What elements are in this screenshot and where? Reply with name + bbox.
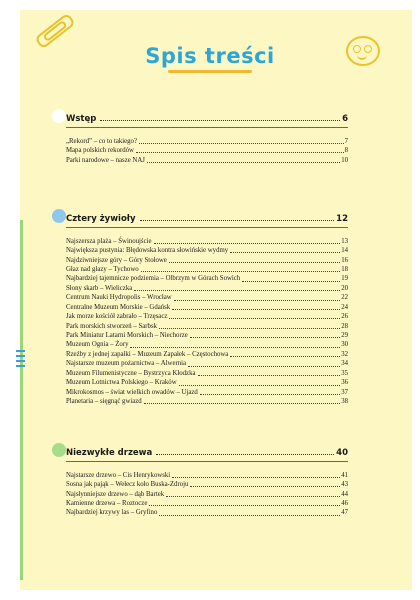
toc-entry[interactable] [66,479,348,488]
entry-page-number: 22 [341,294,348,302]
toc-section-wstep [66,106,348,164]
entry-page-number: 13 [341,237,348,245]
entry-list [66,470,348,517]
leader-dots [172,477,340,478]
entry-page-number: 29 [341,332,348,340]
leader-dots [154,243,341,244]
section-heading[interactable] [66,206,348,224]
entry-page-number: 35 [341,369,348,377]
leader-dots [172,309,340,310]
entry-title: Mikrokosmos – świat wielkich owadów – Ujazd [66,388,198,396]
section-divider [66,227,348,228]
entry-list [66,136,348,164]
section-heading[interactable] [66,106,348,124]
entry-title: Park Miniatur Latarni Morskich – Niechorze [66,332,188,340]
entry-title: Najbardziej krzywy las – Gryfino [66,509,158,517]
leader-dots [169,318,340,319]
entry-title: Muzeum Lotnictwa Polskiego – Kraków [66,379,177,387]
toc-entry[interactable] [66,498,348,507]
entry-list [66,236,348,406]
leader-dots [159,328,340,329]
leader-dots [179,385,341,386]
toc-entry[interactable] [66,293,348,302]
entry-page-number: 24 [341,303,348,311]
entry-page-number: 20 [341,284,348,292]
blue-tick-mark [16,355,25,357]
toc-entry[interactable] [66,387,348,396]
leader-dots [144,403,341,404]
section-divider [66,461,348,462]
section-label: Wstęp [66,114,97,124]
entry-title: Sosna jak pająk – Wełecz koło Buska-Zdroju [66,481,189,489]
leader-dots [159,515,340,516]
toc-entry[interactable] [66,264,348,273]
section-heading[interactable] [66,440,348,458]
entry-title: Centrum Nauki Hydropolis – Wrocław [66,294,172,302]
toc-entry[interactable] [66,274,348,283]
section-label: Cztery żywioły [66,214,136,224]
toc-entry[interactable] [66,378,348,387]
leader-dots [156,454,334,455]
section-page-number: 40 [336,448,348,458]
toc-entry[interactable] [66,245,348,254]
entry-title: „Rekord” – co to takiego? [66,137,137,145]
entry-page-number: 16 [341,256,348,264]
leader-dots [200,394,340,395]
leader-dots [190,337,340,338]
leader-dots [188,366,340,367]
toc-entry[interactable] [66,489,348,498]
entry-title: Rzeźby z jednej zapałki – Muzeum Zapałek – Częstochowa [66,350,229,358]
toc-entry[interactable] [66,312,348,321]
leader-dots [166,496,340,497]
section-page-number: 12 [336,214,348,224]
section-circle-icon [52,443,66,457]
leader-dots [100,120,340,121]
toc-entry[interactable] [66,368,348,377]
toc-entry[interactable] [66,508,348,517]
entry-title: Jak morze kościół zabrało – Trzęsacz [66,313,168,321]
section-divider [66,127,348,128]
toc-entry[interactable] [66,321,348,330]
entry-page-number: 43 [341,481,348,489]
entry-page-number: 47 [341,509,348,517]
leader-dots [190,486,340,487]
toc-entry[interactable] [66,255,348,264]
page-title: Spis treści [145,44,275,68]
entry-page-number: 14 [341,247,348,255]
leader-dots [174,300,341,301]
entry-page-number: 18 [341,265,348,273]
entry-page-number: 44 [341,490,348,498]
entry-title: Kamienne drzewa – Roztocze [66,499,148,507]
leader-dots [230,356,340,357]
entry-title: Słony skarb – Wieliczka [66,284,133,292]
toc-entry[interactable] [66,302,348,311]
entry-page-number: 34 [341,360,348,368]
leader-dots [140,220,335,221]
entry-title: Mapa polskich rekordów [66,147,134,155]
leader-dots [149,505,340,506]
title-underline [168,70,252,73]
entry-title: Największa pustynia: Błędowska kontra słowińskie wydmy [66,247,229,255]
toc-entry[interactable] [66,349,348,358]
entry-title: Najbardziej tajemnicze podziemia – Olbrzym w Górach Sowich [66,275,241,283]
leader-dots [134,290,340,291]
entry-title: Najstarsze muzeum pożarnictwa – Alwernia [66,360,187,368]
toc-entry[interactable] [66,155,348,164]
toc-entry[interactable] [66,359,348,368]
entry-title: Centralne Muzeum Morskie – Gdańsk [66,303,171,311]
leader-dots [198,375,341,376]
leader-dots [242,281,340,282]
entry-page-number: 41 [341,471,348,479]
section-circle-icon [52,109,66,123]
entry-title: Parki narodowe – nasze NAJ [66,156,145,164]
toc-entry[interactable] [66,283,348,292]
entry-page-number: 38 [341,398,348,406]
blue-tick-mark [16,365,25,367]
section-label: Niezwykłe drzewa [66,448,153,458]
toc-entry[interactable] [66,340,348,349]
entry-page-number: 26 [341,313,348,321]
toc-entry[interactable] [66,330,348,339]
section-page-number: 6 [342,114,348,124]
entry-title: Planetaria – sięgnąć gwiazd [66,398,142,406]
section-circle-icon [52,209,66,223]
entry-page-number: 19 [341,275,348,283]
entry-page-number: 36 [341,379,348,387]
entry-title: Park morskich stworzeń – Sarbsk [66,322,157,330]
entry-page-number: 7 [344,137,348,145]
entry-page-number: 32 [341,350,348,358]
entry-title: Głaz nad głazy – Tychowo [66,265,139,273]
entry-page-number: 10 [341,156,348,164]
toc-entry[interactable] [66,145,348,154]
toc-entry[interactable] [66,236,348,245]
leader-dots [147,162,340,163]
entry-page-number: 28 [341,322,348,330]
toc-entry[interactable] [66,396,348,405]
leader-dots [141,271,341,272]
entry-title: Muzeum Filumenistyczne – Bystrzyca Kłodzka [66,369,196,377]
leader-dots [139,143,344,144]
toc-section-niezwykle-drzewa [66,440,348,517]
entry-page-number: 30 [341,341,348,349]
blue-tick-mark [16,350,25,352]
leader-dots [230,252,340,253]
leader-dots [130,347,340,348]
toc-entry[interactable] [66,136,348,145]
entry-title: Najszersza plaża – Świnoujście [66,237,152,245]
blue-tick-mark [16,360,25,362]
toc-section-cztery-zywioly [66,206,348,406]
entry-page-number: 46 [341,499,348,507]
toc-entry[interactable] [66,470,348,479]
leader-dots [169,262,340,263]
entry-title: Muzeum Ognia – Żory [66,341,129,349]
entry-title: Najdziwniejsze góry – Góry Stołowe [66,256,167,264]
entry-page-number: 8 [344,147,348,155]
entry-page-number: 37 [341,388,348,396]
entry-title: Najsłynniejsze drzewo – dąb Bartek [66,490,165,498]
entry-title: Najstarsze drzewo – Cis Henrykowski [66,471,171,479]
page-edge-strip [20,220,23,580]
leader-dots [136,152,344,153]
